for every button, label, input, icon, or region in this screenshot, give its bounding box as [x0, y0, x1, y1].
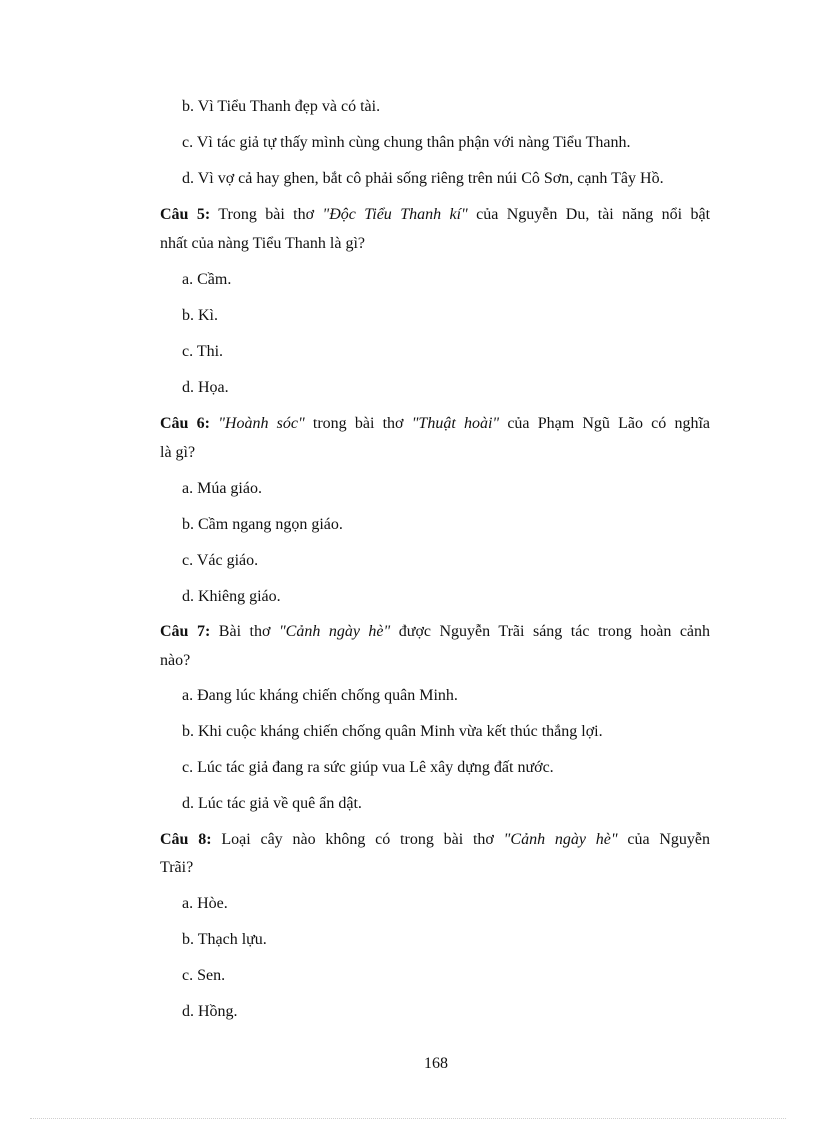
question-5-option-d: d. Họa.: [182, 379, 229, 396]
question-7-text-a: Bài thơ: [210, 623, 279, 640]
question-5-option-c: c. Thi.: [182, 343, 224, 360]
question-5-label: Câu 5:: [160, 206, 211, 223]
question-5-option-b: b. Kì.: [182, 307, 218, 324]
question-7-line-1: [160, 622, 710, 642]
question-7-option-c: c. Lúc tác giả đang ra sức giúp vua Lê xây dựng đất nước.: [182, 759, 554, 776]
question-5-title: "Độc Tiểu Thanh kí": [322, 206, 468, 223]
page-number: 168: [424, 1055, 448, 1072]
option-b-prev: b. Vì Tiểu Thanh đẹp và có tài.: [182, 98, 381, 115]
question-5-text-a: Trong bài thơ: [210, 206, 323, 223]
question-6-label: Câu 6:: [160, 415, 210, 432]
question-5-text-b: của Nguyễn Du, tài năng nổi bật: [467, 206, 711, 223]
question-8-option-b: b. Thạch lựu.: [182, 931, 267, 948]
question-5-line-2: nhất của nàng Tiểu Thanh là gì?: [160, 235, 365, 252]
question-6-line-1: [160, 414, 710, 434]
question-8-label: Câu 8:: [160, 831, 212, 848]
question-5-option-a: a. Cầm.: [182, 271, 232, 288]
question-8-line-2: Trãi?: [160, 859, 194, 876]
question-6-line-2: là gì?: [160, 444, 196, 461]
question-6-term: "Hoành sóc": [218, 415, 305, 432]
question-6-option-a: a. Múa giáo.: [182, 480, 262, 497]
question-7-option-d: d. Lúc tác giả về quê ẩn dật.: [182, 795, 362, 812]
question-6-text-b: của Phạm Ngũ Lão có nghĩa: [499, 415, 711, 432]
question-8-option-a: a. Hòe.: [182, 895, 228, 912]
question-8-title: "Cảnh ngày hè": [503, 831, 618, 848]
question-6-title: "Thuật hoài": [411, 415, 500, 432]
page-bottom-border: [30, 1118, 786, 1119]
question-7-option-a: a. Đang lúc kháng chiến chống quân Minh.: [182, 687, 458, 704]
question-8-text-a: Loại cây nào không có trong bài thơ: [211, 831, 504, 848]
question-6-option-d: d. Khiêng giáo.: [182, 588, 281, 605]
question-6-option-c: c. Vác giáo.: [182, 552, 259, 569]
question-7-option-b: b. Khi cuộc kháng chiến chống quân Minh vừa kết thúc thắng lợi.: [182, 723, 603, 740]
question-8-option-c: c. Sen.: [182, 967, 226, 984]
question-7-line-2: nào?: [160, 652, 191, 669]
question-7-title: "Cảnh ngày hè": [278, 623, 391, 640]
question-6-option-b: b. Cầm ngang ngọn giáo.: [182, 516, 343, 533]
question-6-text-a: trong bài thơ: [304, 415, 412, 432]
question-7-text-b: được Nguyễn Trãi sáng tác trong hoàn cảnh: [390, 623, 711, 640]
question-8-option-d: d. Hồng.: [182, 1003, 238, 1020]
question-8-line-1: [160, 830, 710, 850]
question-8-text-b: của Nguyễn: [617, 831, 711, 848]
option-c-prev: c. Vì tác giả tự thấy mình cùng chung thân phận với nàng Tiểu Thanh.: [182, 134, 631, 151]
question-7-label: Câu 7:: [160, 623, 211, 640]
question-5-line-1: [160, 205, 710, 225]
option-d-prev: d. Vì vợ cả hay ghen, bắt cô phải sống riêng trên núi Cô Sơn, cạnh Tây Hồ.: [182, 170, 664, 187]
